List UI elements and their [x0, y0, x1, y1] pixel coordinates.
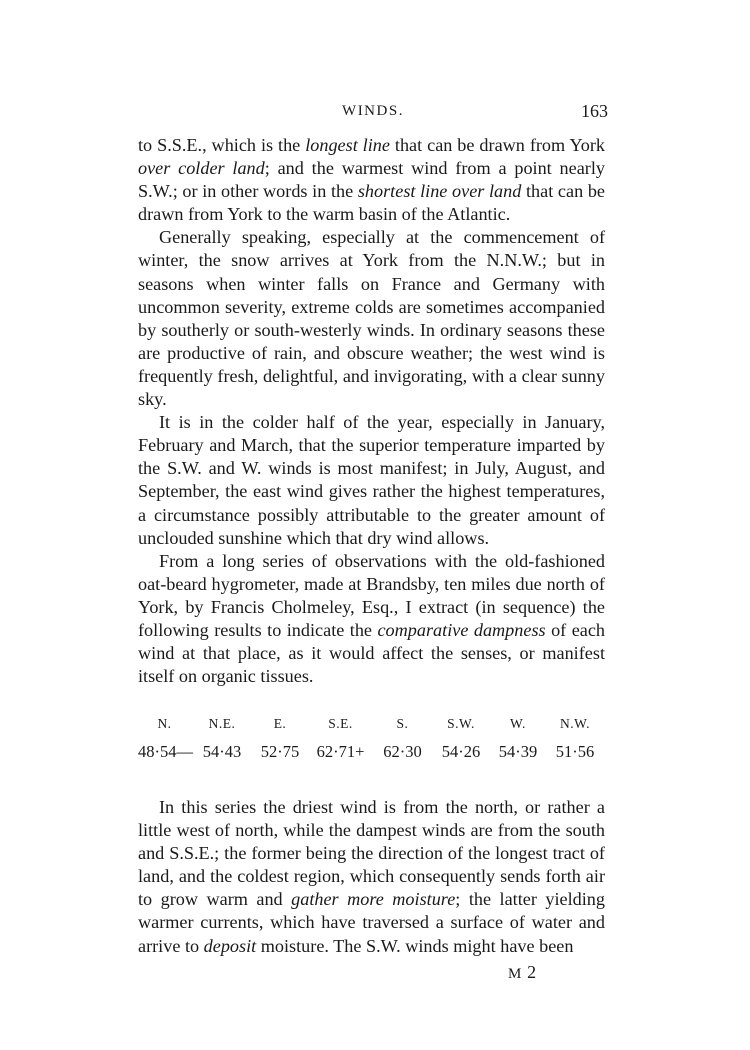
page-number: 163 — [581, 101, 608, 121]
text-run: moisture. The S.W. winds might have been — [256, 935, 574, 956]
wind-direction: N. — [157, 716, 172, 731]
italic-run: gather more moisture — [291, 889, 456, 910]
wind-direction: N.E. — [208, 716, 236, 731]
text-run: ; and the warmest wind from a point nearly S.W.; or in other words in the — [138, 158, 605, 202]
body-text-bottom — [138, 796, 605, 958]
dampness-value: 51·56 — [555, 742, 595, 761]
dampness-value: 52·75 — [260, 742, 300, 761]
text-run: that can be drawn from York to the warm basin of the Atlantic. — [138, 181, 605, 225]
text-run: From a long series of observations with the old-fashioned oat-beard hygrometer, made at Brandsby, ten miles due north of York, by Francis Cholmeley, Esq., I extract (in sequence) the following results to indicate the — [138, 550, 605, 640]
italic-run: longest line — [305, 135, 390, 155]
dampness-value: 62·30 — [383, 742, 422, 761]
dampness-value: 54·39 — [498, 742, 538, 761]
wind-direction: W. — [510, 716, 526, 731]
wind-direction: S.W. — [447, 716, 475, 731]
text-run: In this series the driest wind is from the north, or rather a little west of north, while the dampest winds are from the south and S.S.E.; the former being the direction of the longest tract of land, and the coldest region, which consequently sends forth air to grow warm and — [138, 797, 605, 910]
paragraph — [138, 550, 605, 689]
paragraph — [138, 226, 605, 411]
wind-dampness-table — [138, 716, 605, 768]
text-run: to S.S.E., which is the — [138, 135, 306, 155]
paragraph-continued — [138, 134, 605, 226]
signature-letter: M — [508, 966, 523, 982]
wind-direction: S.E. — [328, 716, 353, 731]
italic-run: over colder land — [138, 158, 265, 179]
text-run: It is in the colder half of the year, especially in January, February and March, that the superior temperature imparted by the S.W. and W. winds is most manifest; in July, August, and September, the east wind gives rather the highest temperatures, a circumstance possibly attributable to the greater amount of unclouded sunshine which that dry wind allows. — [138, 412, 605, 548]
text-run: ; the latter yielding warmer currents, which have traversed a surface of water and arrive to — [138, 889, 605, 956]
text-run: Generally speaking, especially at the commencement of winter, the snow arrives at York from the N.N.W.; but in seasons when winter falls on France and Germany with uncommon severity, extreme colds are sometimes accompanied by southerly or south-westerly winds. In ordinary seasons these are productive of rain, and obscure weather; the west wind is frequently fresh, delightful, and invigorating, with a clear sunny sky. — [138, 227, 605, 410]
text-run: that can be drawn from York — [389, 135, 605, 155]
italic-run: deposit — [203, 935, 257, 956]
text-run: of each wind at that place, as it would affect the senses, or manifest itself on organic tissues. — [138, 619, 606, 687]
table-row-directions — [138, 716, 605, 742]
running-head — [138, 101, 608, 127]
italic-run: comparative dampness — [377, 619, 546, 640]
running-title: WINDS. — [342, 103, 404, 119]
italic-run: shortest line over land — [357, 181, 522, 202]
dampness-value: 54·26 — [441, 742, 481, 761]
dampness-value: 54·43 — [202, 742, 242, 761]
signature-number: 2 — [527, 962, 538, 982]
signature-mark — [508, 962, 537, 983]
wind-direction: S. — [396, 716, 409, 731]
dampness-value: 62·71+ — [316, 742, 365, 761]
paragraph — [138, 796, 605, 958]
table-row-values — [138, 742, 605, 768]
wind-direction: E. — [273, 716, 287, 731]
dampness-value: 48·54— — [138, 742, 193, 761]
body-text-top — [138, 134, 605, 688]
wind-direction: N.W. — [559, 716, 590, 731]
paragraph — [138, 411, 605, 550]
